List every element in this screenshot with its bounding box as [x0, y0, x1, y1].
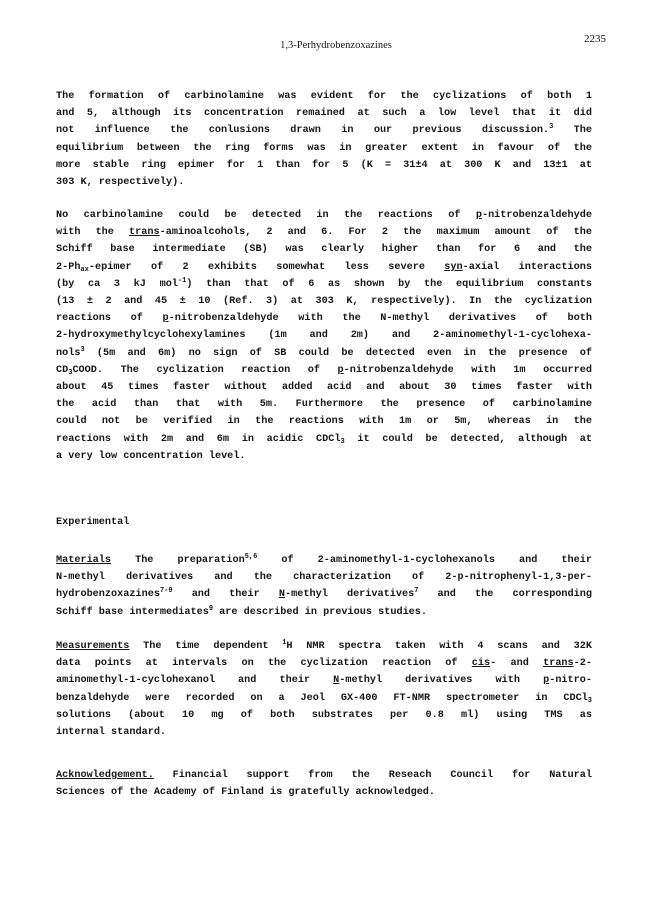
citation-superscript: 5,6 — [244, 553, 258, 561]
running-title: 1,3-Perhydrobenzoxazines — [280, 40, 392, 51]
subsection-label-acknowledgement: Acknowledgement. — [56, 770, 154, 781]
underlined-text: trans — [543, 658, 574, 670]
page-number: 2235 — [584, 33, 606, 45]
text-run: -methyl derivatives — [285, 589, 415, 601]
underlined-text: N — [333, 675, 340, 687]
text-line: and 5, although its concentration remained at such a low level that it did — [56, 108, 592, 120]
paragraph-acknowledgement — [56, 767, 592, 801]
text-line: Sciences of the Academy of Finland is gratefully acknowledged. — [56, 787, 436, 799]
text-run: The time dependent — [129, 641, 283, 652]
text-line — [56, 586, 592, 603]
subscript: 3 — [340, 437, 345, 446]
text-run: 2-Ph — [56, 261, 81, 273]
paragraph-materials — [56, 552, 592, 621]
underlined-text: p — [337, 364, 344, 376]
text-run: H NMR spectra taken with 4 scans and 32K — [286, 641, 592, 652]
citation-superscript: 3 — [80, 345, 85, 354]
text-run: Financial support from the Reseach Council for Natural — [153, 770, 592, 781]
paragraph-measurements — [56, 638, 592, 741]
text-run: of 2-aminomethyl-1-cyclohexanols and their — [257, 555, 592, 566]
text-run: COOD. The cyclization reaction of — [72, 364, 338, 376]
text-run: aminomethyl-1-cyclohexanol and their — [56, 675, 334, 687]
text-line — [56, 638, 592, 655]
citation-superscript: 7-9 — [159, 587, 173, 596]
citation-superscript: 3 — [549, 123, 554, 132]
text-run: with the — [56, 227, 130, 239]
underlined-text: trans — [129, 227, 160, 239]
text-run: reactions of — [56, 313, 163, 325]
text-run: -nitrobenzaldehyde — [481, 210, 592, 221]
text-run: -nitrobenzaldehyde with the N-methyl derivatives of both — [168, 313, 592, 325]
superscript: 1 — [282, 639, 287, 647]
text-run: CD — [56, 364, 69, 376]
citation-superscript: 9 — [208, 604, 214, 613]
text-run: The — [553, 125, 592, 137]
text-line — [56, 552, 592, 569]
subscript: 3 — [587, 696, 592, 705]
paragraph-carbinolamine-formation — [56, 88, 592, 191]
text-run: -axial interactions — [462, 261, 592, 273]
text-line: N-methyl derivatives and the characterization of 2-p-nitrophenyl-1,3-per- — [56, 572, 592, 584]
text-line: about 45 times faster without added acid and about 30 times faster with — [56, 382, 592, 394]
text-line — [56, 224, 592, 241]
text-line — [56, 259, 592, 276]
underlined-text: p — [475, 210, 482, 221]
text-line: the acid than that with 5m. Furthermore the presence of carbinolamine — [56, 399, 592, 411]
text-line: solutions (about 10 mg of both substrates per 0.8 ml) using TMS as — [56, 709, 592, 721]
text-run: data points at intervals on the cyclization reaction of — [56, 658, 472, 670]
citation-superscript: 7 — [414, 587, 419, 596]
text-line: Schiff base intermediate (SB) was clearly higher than for 6 and the — [56, 244, 592, 256]
text-line — [56, 690, 592, 707]
superscript: -1 — [177, 276, 187, 285]
text-line — [56, 122, 592, 139]
text-run: not influence the conlusions drawn in our previous discussion. — [56, 125, 550, 137]
text-run: No carbinolamine could be detected in the reactions of — [56, 210, 476, 221]
text-line — [56, 655, 592, 672]
text-line — [56, 672, 592, 689]
section-heading-experimental: Experimental — [56, 517, 130, 528]
text-run: (5m and 6m) no sign of SB could be detected even in the presence of — [84, 347, 592, 359]
text-line: internal standard. — [56, 727, 167, 739]
text-line: equilibrium between the ring forms was in greater extent in favour of the — [56, 142, 592, 154]
text-run: -2- — [573, 658, 592, 670]
text-line — [56, 431, 592, 448]
text-run: (by ca 3 kJ mol — [56, 278, 178, 290]
text-line: (13 ± 2 and 45 ± 10 (Ref. 3) at 303 K, respectively). In the cyclization — [56, 296, 592, 308]
text-run: -nitro- — [549, 675, 592, 687]
text-run: and their — [172, 589, 279, 601]
text-line: more stable ring epimer for 1 than for 5 (K = 31±4 at 300 K and 13±1 at — [56, 159, 592, 171]
subscript: ax — [80, 265, 89, 274]
text-run: and the corresponding — [418, 589, 592, 601]
text-line — [56, 767, 592, 784]
underlined-text: p — [543, 675, 550, 687]
text-line: The formation of carbinolamine was evident for the cyclizations of both 1 — [56, 91, 592, 102]
text-run: -methyl derivatives with — [339, 675, 544, 687]
text-run: -aminoalcohols, 2 and 6. For 2 the maximum amount of the — [159, 227, 592, 239]
text-line: 303 K, respectively). — [56, 177, 185, 189]
text-run: - and — [490, 658, 544, 670]
text-run: are described in previous studies. — [213, 606, 428, 618]
text-line — [56, 207, 592, 224]
text-run: -nitrobenzaldehyde with 1m occurred — [343, 364, 592, 376]
text-run: Schiff base intermediates — [56, 606, 209, 618]
text-run: benzaldehyde were recorded on a Jeol GX-400 FT-NMR spectrometer in CDCl — [56, 692, 588, 704]
underlined-text: cis — [471, 658, 491, 670]
paragraph-no-carbinolamine — [56, 207, 592, 465]
text-line: could not be verified in the reactions with 1m or 5m, whereas in the — [56, 416, 592, 428]
text-line: 2-hydroxymethylcyclohexylamines (1m and 2m) and 2-aminomethyl-1-cyclohexa- — [56, 330, 592, 342]
text-run: reactions with 2m and 6m in acidic CDCl — [56, 433, 341, 445]
text-line — [56, 276, 592, 293]
text-run: it could be detected, although at — [344, 433, 592, 445]
text-line — [56, 310, 592, 327]
text-line — [56, 362, 592, 379]
text-run: nols — [56, 347, 81, 359]
underlined-text: N — [278, 589, 286, 601]
underlined-text: p — [162, 313, 169, 325]
subsection-label-materials: Materials — [56, 555, 112, 566]
text-run: ) than that of 6 as shown by the equilibrium constants — [186, 278, 592, 290]
text-line — [56, 604, 592, 621]
text-line: a very low concentration level. — [56, 450, 246, 462]
underlined-text: syn — [444, 261, 463, 273]
text-line — [56, 345, 592, 362]
text-run: hydrobenzoxazines — [56, 589, 160, 601]
text-run: -epimer of 2 exhibits somewhat less severe — [88, 261, 445, 273]
text-run: The preparation — [111, 555, 245, 566]
subscript: 3 — [68, 368, 73, 377]
subsection-label-measurements: Measurements — [56, 641, 130, 652]
